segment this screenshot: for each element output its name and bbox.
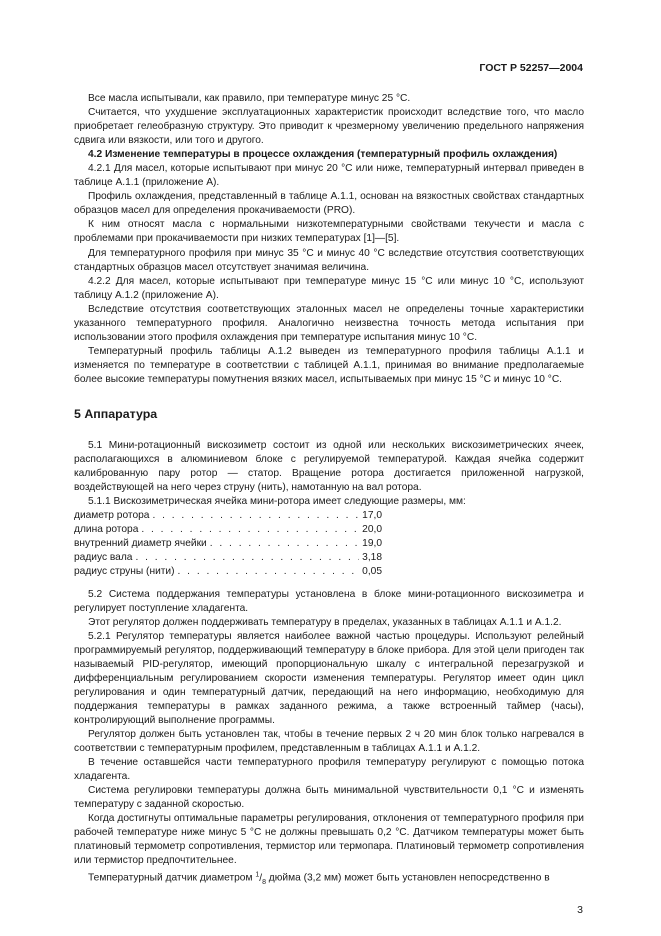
- subsection-heading: 4.2 Изменение температуры в процессе охлаждения (температурный профиль охлаждения): [88, 149, 558, 161]
- paragraph: Для температурного профиля при минус 35 °С и минус 40 °С вследствие отсутствия соответствующих стандартных образцов масел отсутствует значимая величина.: [74, 247, 584, 273]
- dimension-value: 0,05: [362, 566, 382, 578]
- paragraph: 5.1 Мини-ротационный вискозиметр состоит из одной или нескольких вискозиметрических ячеек, располагающихся в алюминиевом блоке с регулируемой температурой. Каждая ячейка содержит калиброванную пару ротор — статор. Вращение ротора достигается приложенной нагрузкой, воздействующей на него через струну (нить), намотанную на вал ротора.: [74, 440, 584, 494]
- dimension-value: 20,0: [362, 524, 382, 536]
- paragraph: 5.1.1 Вискозиметрическая ячейка мини-ротора имеет следующие размеры, мм:: [88, 496, 466, 508]
- paragraph: 4.2.2 Для масел, которые испытывают при температуре минус 15 °С или минус 10 °С, используют таблицу А.1.2 (приложение А).: [74, 275, 584, 301]
- dimension-list: [74, 509, 584, 579]
- fraction-numerator: 1: [255, 871, 260, 879]
- leader-dots: [141, 523, 359, 537]
- leader-dots: [152, 509, 359, 523]
- fraction-denominator: 8: [262, 878, 266, 886]
- page-number: 3: [577, 904, 583, 916]
- dimension-value: 3,18: [362, 552, 382, 564]
- text-run: Температурный датчик диаметром: [88, 872, 256, 884]
- dimension-label: радиус вала: [74, 552, 133, 564]
- leader-dots: [135, 551, 359, 565]
- paragraph: 5.2 Система поддержания температуры установлена в блоке мини-ротационного вискозиметра и регулирует поступление хладагента.: [74, 588, 584, 614]
- dimension-label: радиус струны (нити): [74, 566, 175, 578]
- paragraph: 4.2.1 Для масел, которые испытывают при минус 20 °С или ниже, температурный интервал приведен в таблице А.1.1 (приложение А).: [74, 163, 584, 189]
- paragraph: Вследствие отсутствия соответствующих эталонных масел не определены точные характеристики указанного температурного профиля. Аналогично неизвестна точность метода испытания при использовании этого профиля охлаждения при температуре испытания минус 10 °С.: [74, 303, 584, 343]
- dimension-label: длина ротора: [74, 524, 139, 536]
- paragraph: В течение оставшейся части температурного профиля температуру регулируют с помощью потока хладагента.: [74, 757, 584, 783]
- dimension-row: [74, 509, 382, 523]
- dimension-value: 17,0: [362, 510, 382, 522]
- paragraph: Когда достигнуты оптимальные параметры регулирования, отклонения от температурного профиля при рабочей температуре ниже минус 5 °С не должны превышать 0,2 °С. Датчиком температуры может быть платиновый термометр сопротивления, термистор или термопара. Платиновый термометр сопротивления или термистор предпочтительнее.: [74, 813, 584, 867]
- paragraph: Температурный профиль таблицы А.1.2 выведен из температурного профиля таблицы А.1.1 и изменяется по температуре в соответствии с таблицей А.1.1, принимая во внимание предполагаемые более высокие температуры помутнения вязких масел, испытываемых при минус 15 °С и минус 10 °С.: [74, 345, 584, 385]
- leader-dots: [210, 537, 359, 551]
- paragraph: 5.2.1 Регулятор температуры является наиболее важной частью процедуры. Используют релейный программируемый регулятор, поддерживающий температуру в блоке прибора. Для этой цели пригоден так называемый PID-регулятор, имеющий пропорциональную шкалу с интегральной перезагрузкой и дифференциальным регулированием скорости изменения температуры. Регулятор имеет один цикл регулирования и один температурный датчик, передающий на него информацию, необходимую для поддержания температуры в рамках заданного режима, а также встроенный таймер (часы), контролирующий выполнение программы.: [74, 630, 584, 726]
- leader-dots: [178, 565, 360, 579]
- paragraph: Профиль охлаждения, представленный в таблице А.1.1, основан на вязкостных свойствах стандартных образцов масел для определения прокачиваемости (PRO).: [74, 191, 584, 217]
- paragraph: К ним относят масла с нормальными низкотемпературными свойствами текучести и масла с проблемами при прокачиваемости при низких температурах [1]—[5].: [74, 219, 584, 245]
- page-body: [74, 92, 584, 890]
- fraction: $^1/_8$: [255, 871, 266, 886]
- dimension-label: внутренний диаметр ячейки: [74, 538, 207, 550]
- text-run: дюйма (3,2 мм) может быть установлен непосредственно в: [265, 872, 550, 884]
- paragraph: Считается, что ухудшение эксплуатационных характеристик происходит вследствие того, что масло приобретает гелеобразную структуру. Это приводит к чрезмерному увеличению предельного напряжения сдвига или вязкости, или того и другого.: [74, 107, 584, 147]
- section-heading: 5 Аппаратура: [74, 406, 158, 421]
- paragraph: Система регулировки температуры должна быть минимальной чувствительности 0,1 °С и изменять температуру с заданной скоростью.: [74, 785, 584, 811]
- paragraph: Все масла испытывали, как правило, при температуре минус 25 °С.: [88, 93, 411, 104]
- document-header: ГОСТ Р 52257—2004: [479, 62, 583, 74]
- dimension-row: [74, 551, 382, 565]
- dimension-row: [74, 537, 382, 551]
- dimension-value: 19,0: [362, 538, 382, 550]
- paragraph: Этот регулятор должен поддерживать температуру в пределах, указанных в таблицах А.1.1 и А.1.2.: [88, 616, 562, 628]
- paragraph: [74, 868, 584, 889]
- dimension-row: [74, 523, 382, 537]
- paragraph: Регулятор должен быть установлен так, чтобы в течение первых 2 ч 20 мин блок только нагревался в соответствии с температурным профилем, представленным в таблицах А.1.1 и А.1.2.: [74, 728, 584, 755]
- dimension-row: [74, 565, 382, 579]
- dimension-label: диаметр ротора: [74, 510, 150, 522]
